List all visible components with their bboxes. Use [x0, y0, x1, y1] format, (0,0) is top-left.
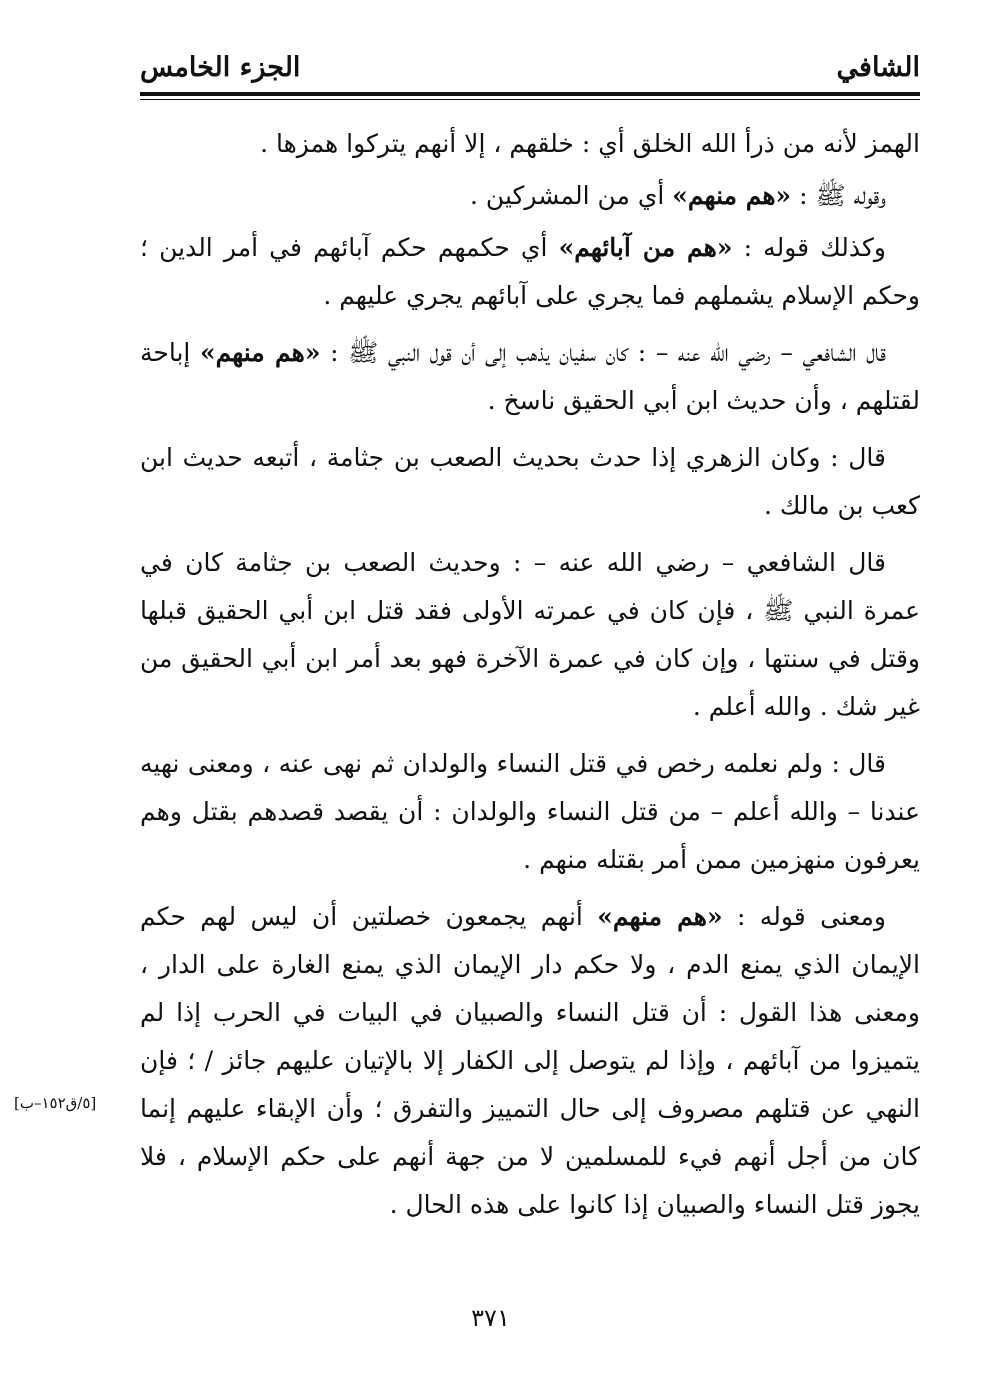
paragraph-text: قال الشافعي – رضي الله عنه – : كان سفيان يذهب إلى أن قول النبي ﷺ :	[320, 338, 886, 367]
paragraph-text: وكذلك قوله :	[732, 233, 886, 262]
header-book-title: الشافي	[836, 52, 920, 83]
paragraph-5	[140, 434, 920, 530]
header-volume-label: الجزء الخامس	[140, 52, 301, 83]
paragraph-6	[140, 539, 920, 731]
manuscript-folio-reference: [٥/ق١٥٢–ب]	[14, 1094, 97, 1112]
hadith-quote: «هم منهم»	[597, 902, 723, 931]
hadith-quote: «هم منهم»	[199, 338, 321, 367]
paragraph-2	[140, 172, 920, 220]
header-rule-thick	[140, 92, 920, 96]
paragraph-8	[140, 893, 920, 1229]
paragraph-text: قال : ولم نعلمه رخص في قتل النساء والولدان ثم نهى عنه ، ومعنى نهيه عندنا – والله أعلم – من قتل النساء والولدان : أن يقصد قصدهم بقتل وهم يعرفون منهزمين ممن أمر بقتله منهم .	[140, 749, 920, 874]
header-rule-thin	[140, 99, 920, 100]
paragraph-7	[140, 740, 920, 884]
body-text	[140, 120, 920, 1238]
paragraph-3	[140, 224, 920, 320]
paragraph-text: وقوله ﷺ :	[791, 181, 886, 210]
paragraph-4	[140, 329, 920, 425]
paragraph-text: الهمز لأنه من ذرأ الله الخلق أي : خلقهم ، إلا أنهم يتركوا همزها .	[260, 129, 920, 158]
page-number: ٣٧١	[471, 1304, 510, 1332]
paragraph-text: قال : وكان الزهري إذا حدث بحديث الصعب بن جثامة ، أتبعه حديث ابن كعب بن مالك .	[140, 443, 920, 520]
hadith-quote: «هم من آبائهم»	[558, 233, 733, 262]
hadith-quote: «هم منهم»	[672, 181, 792, 210]
paragraph-text: قال الشافعي – رضي الله عنه – : وحديث الصعب بن جثامة كان في عمرة النبي ﷺ ، فإن كان في عمرته الأولى فقد قتل ابن أبي الحقيق قبلها وقتل في سنتها ، وإن كان في عمرة الآخرة فهو بعد أمر ابن أبي الحقيق من غير شك . والله أعلم .	[140, 548, 920, 721]
paragraph-text: أنهم يجمعون خصلتين أن ليس لهم حكم الإيمان الذي يمنع الدم ، ولا حكم دار الإيمان الذي يمنع الغارة على الدار ، ومعنى هذا القول : أن قتل النساء والصبيان في البيات في الحرب إذا لم يتميزوا من آبائهم ، وإذا لم يتوصل إلى الكفار إلا بالإتيان عليهم جائز / ؛ فإن النهي عن قتلهم مصروف إلى حال التمييز والتفرق ؛ وأن الإبقاء عليهم إنما كان من أجل أنهم فيء للمسلمين لا من جهة أنهم على حكم الإسلام ، فلا يجوز قتل النساء والصبيان إذا كانوا على هذه الحال .	[140, 902, 920, 1219]
paragraph-text: إباحة لقتلهم ، وأن حديث ابن أبي الحقيق ناسخ .	[140, 338, 920, 415]
running-header	[140, 50, 920, 90]
paragraph-text: أي من المشركين .	[470, 181, 673, 210]
paragraph-text: أي حكمهم حكم آبائهم في أمر الدين ؛ وحكم الإسلام يشملهم فما يجري على آبائهم يجري عليهم .	[140, 233, 920, 310]
paragraph-1	[140, 120, 920, 168]
paragraph-text: ومعنى قوله :	[722, 902, 886, 931]
